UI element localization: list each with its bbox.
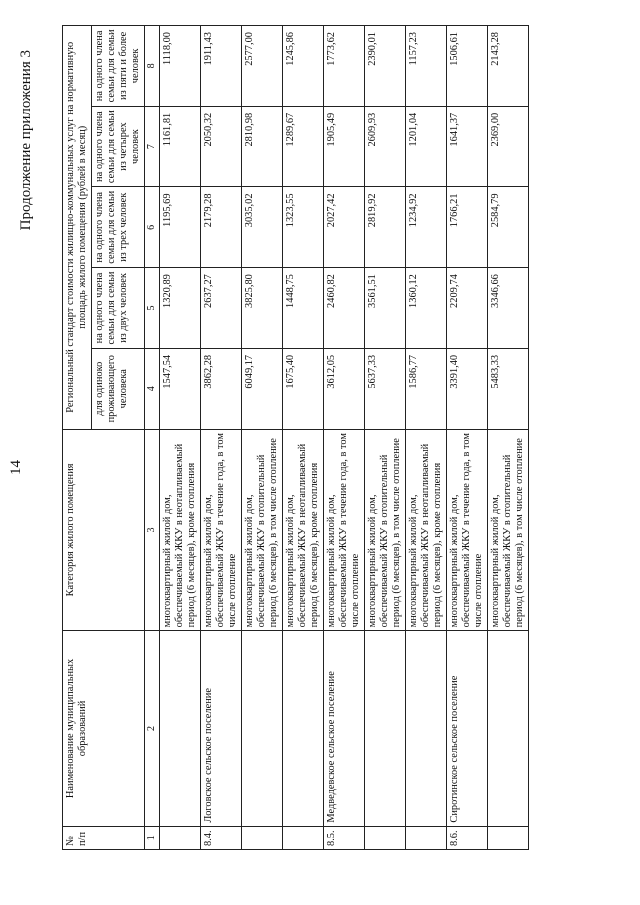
table-row	[365, 26, 406, 850]
value-cell: 1911,43	[201, 26, 242, 107]
row-number	[365, 826, 406, 849]
value-cell: 1905,49	[324, 106, 365, 187]
category-cell: многоквартирный жилой дом, обеспечиваемый ЖКУ в неотапливаемый период (6 месяцев), кроме отопления	[283, 429, 324, 631]
category-cell: многоквартирный жилой дом, обеспечиваемый ЖКУ в течение года, в том числе отопление	[447, 429, 488, 631]
column-index: 1	[145, 826, 160, 849]
value-cell: 3035,02	[242, 187, 283, 268]
value-cell: 1766,21	[447, 187, 488, 268]
value-cell: 1118,00	[160, 26, 201, 107]
row-number: 8.4.	[201, 826, 242, 849]
value-cell: 3561,51	[365, 268, 406, 349]
row-number	[406, 826, 447, 849]
table-row	[324, 26, 365, 850]
value-cell: 2179,28	[201, 187, 242, 268]
table-row	[488, 26, 529, 850]
value-cell: 5637,33	[365, 348, 406, 429]
municipality-name: Сиротинское сельское поселение	[447, 631, 488, 826]
municipality-name	[242, 631, 283, 826]
value-cell: 2819,92	[365, 187, 406, 268]
value-cell: 1360,12	[406, 268, 447, 349]
value-cell: 1320,89	[160, 268, 201, 349]
category-cell: многоквартирный жилой дом, обеспечиваемый ЖКУ в отопительный период (6 месяцев), в том числе отопление	[365, 429, 406, 631]
value-cell: 1641,37	[447, 106, 488, 187]
value-cell: 2810,98	[242, 106, 283, 187]
category-cell: многоквартирный жилой дом, обеспечиваемый ЖКУ в неотапливаемый период (6 месяцев), кроме отопления	[160, 429, 201, 631]
value-cell: 2390,01	[365, 26, 406, 107]
value-cell: 2584,79	[488, 187, 529, 268]
value-cell: 6049,17	[242, 348, 283, 429]
table-row	[201, 26, 242, 850]
municipality-name	[283, 631, 324, 826]
table-row	[160, 26, 201, 850]
value-cell: 1506,61	[447, 26, 488, 107]
value-cell: 1675,40	[283, 348, 324, 429]
category-cell: многоквартирный жилой дом, обеспечиваемый ЖКУ в неотапливаемый период (6 месяцев), кроме отопления	[406, 429, 447, 631]
value-cell: 2027,42	[324, 187, 365, 268]
value-cell: 2609,93	[365, 106, 406, 187]
table-row	[447, 26, 488, 850]
column-index: 4	[145, 348, 160, 429]
row-number	[283, 826, 324, 849]
value-cell: 2050,32	[201, 106, 242, 187]
column-index: 7	[145, 106, 160, 187]
value-cell: 5483,33	[488, 348, 529, 429]
value-cell: 3391,40	[447, 348, 488, 429]
value-cell: 1157,23	[406, 26, 447, 107]
appendix-title: Продолжение приложения 3	[18, 50, 34, 231]
municipality-name: Медведевское сельское поселение	[324, 631, 365, 826]
municipality-name	[365, 631, 406, 826]
category-cell: многоквартирный жилой дом, обеспечиваемый ЖКУ в течение года, в том числе отопление	[201, 429, 242, 631]
value-cell: 2577,00	[242, 26, 283, 107]
value-cell: 3825,80	[242, 268, 283, 349]
row-number	[242, 826, 283, 849]
value-cell: 1323,55	[283, 187, 324, 268]
value-cell: 1289,67	[283, 106, 324, 187]
category-cell: многоквартирный жилой дом, обеспечиваемый ЖКУ в отопительный период (6 месяцев), в том числе отопление	[242, 429, 283, 631]
municipality-name	[488, 631, 529, 826]
row-number	[488, 826, 529, 849]
table-row	[406, 26, 447, 850]
value-cell: 1448,75	[283, 268, 324, 349]
value-cell: 1234,92	[406, 187, 447, 268]
value-cell: 3612,05	[324, 348, 365, 429]
header-cost-group: Региональный стандарт стоимости жилищно-коммунальных услуг на нормативную площадь жилого помещения (рублей в месяц)	[63, 26, 92, 430]
municipality-name	[406, 631, 447, 826]
value-cell: 2209,74	[447, 268, 488, 349]
header-municipality: Наименование муниципальных образований	[63, 631, 145, 826]
category-cell: многоквартирный жилой дом, обеспечиваемый ЖКУ в отопительный период (6 месяцев), в том числе отопление	[488, 429, 529, 631]
header-family-3: на одного члена семьи для семьи из трех человек	[92, 187, 145, 268]
page-number: 14	[8, 460, 24, 475]
header-family-4: на одного члена семьи для семьи из четырех человек	[92, 106, 145, 187]
value-cell: 2143,28	[488, 26, 529, 107]
value-cell: 2460,82	[324, 268, 365, 349]
header-single: для одиноко проживающего человека	[92, 348, 145, 429]
category-cell: многоквартирный жилой дом, обеспечиваемый ЖКУ в течение года, в том числе отопление	[324, 429, 365, 631]
value-cell: 1201,04	[406, 106, 447, 187]
column-index: 2	[145, 631, 160, 826]
value-cell: 2637,27	[201, 268, 242, 349]
header-category: Категория жилого помещения	[63, 429, 145, 631]
value-cell: 1586,77	[406, 348, 447, 429]
table-row	[283, 26, 324, 850]
value-cell: 3862,28	[201, 348, 242, 429]
row-number: 8.6.	[447, 826, 488, 849]
municipality-name: Логовское сельское поселение	[201, 631, 242, 826]
value-cell: 1773,62	[324, 26, 365, 107]
municipality-name	[160, 631, 201, 826]
table-row	[242, 26, 283, 850]
value-cell: 1195,69	[160, 187, 201, 268]
column-index: 8	[145, 26, 160, 107]
value-cell: 1161,81	[160, 106, 201, 187]
value-cell: 2369,00	[488, 106, 529, 187]
row-number: 8.5.	[324, 826, 365, 849]
column-index: 6	[145, 187, 160, 268]
header-family-5: на одного члена семьи для семьи из пяти и более человек	[92, 26, 145, 107]
column-index: 5	[145, 268, 160, 349]
standard-cost-table	[62, 25, 529, 850]
value-cell: 1547,54	[160, 348, 201, 429]
row-number	[160, 826, 201, 849]
column-index-row	[145, 26, 160, 850]
column-index: 3	[145, 429, 160, 631]
header-family-2: на одного члена семьи для семьи из двух человек	[92, 268, 145, 349]
value-cell: 1245,86	[283, 26, 324, 107]
header-number: № п/п	[63, 826, 145, 849]
value-cell: 3346,66	[488, 268, 529, 349]
